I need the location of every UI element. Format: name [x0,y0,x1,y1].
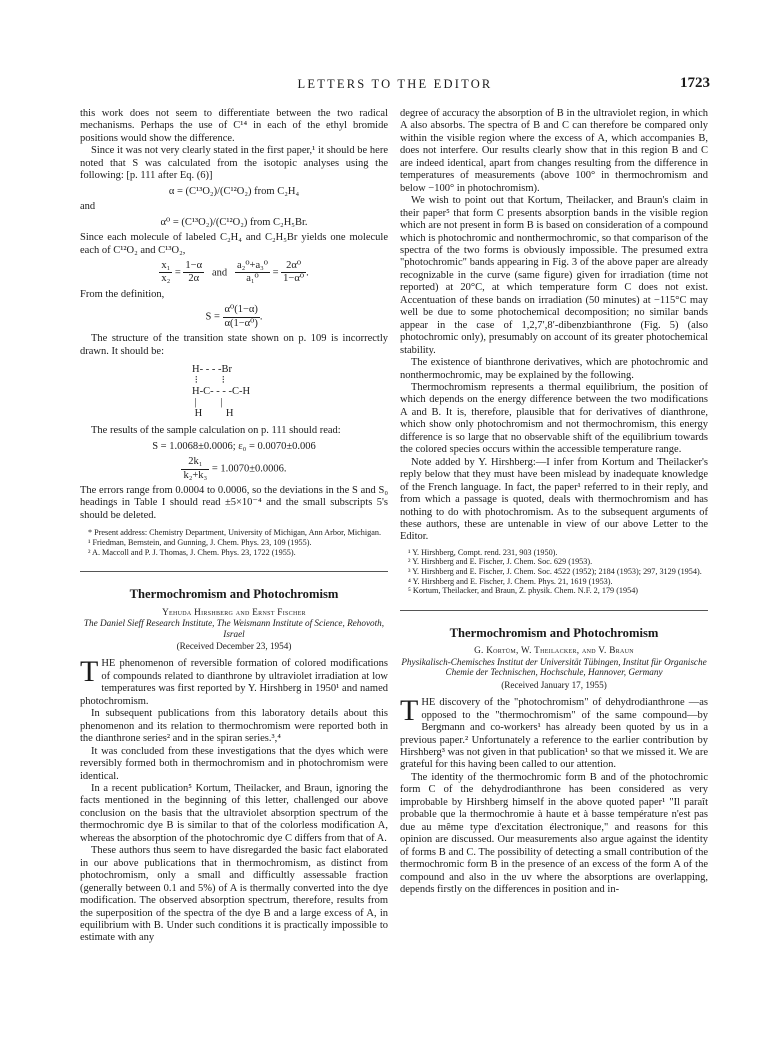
paragraph: Since it was not very clearly stated in the first paper,¹ it should be here noted that S was calculated from the isotopic analyses using the following: [p. 111 after Eq. (6)] [80,145,388,182]
equation-alpha0: α⁰ = (C¹³O₂)/(C¹²O₂) from C₂H₅Br. [160,216,308,228]
paragraph: In a recent publication⁵ Kortum, Theilacker, and Braun, ignoring the facts mentioned in the beginning of this letter, challenged our above conclusion on the basis that the ultraviolet absorption spectrum of the thermochromic dye B is similar to that of the colorless modification A, whereas the absorption of the photochromic dye C differs from that of A. [80,783,388,844]
running-header [80,77,710,93]
footnote: ² Y. Hirshberg and E. Fischer, J. Chem. Soc. 629 (1953). [408,557,593,567]
paragraph: In subsequent publications from this laboratory details about this phenomenon and its relation to thermochromism were reported both in the dianthrone series² and in the spiran series.³,⁴ [80,708,388,745]
equation-k: $\frac{\text{2k₁}}{\text{k₂+k₃}}$ = 1.0070±0.0006. [183,456,287,481]
paragraph: THE phenomenon of reversible formation of colored modifications of compounds related to dianthrone by ultraviolet irradiation at low temperatures was first reported by Y. Hirshberg in 1950¹ and named photochromism. [80,655,388,707]
from-definition: From the definition, [80,288,165,300]
paragraph: These authors thus seem to have disregarded the basic fact elaborated in our above publications that in thermochromism, as distinct from photochromism, only a small and difficultly assessable fraction (generally between 0.1 and 5%) of A is thermally converted into the dye modification. The observed absorption spectrum, therefore, results from the superposition of the spectra of the dye B and a large excess of A, in equilibrium with B. Under such conditions it is practically impossible to estimate with any [80,845,388,944]
received-date: (Received December 23, 1954) [176,641,292,652]
equation-s: S = $\frac{\text{α⁰(1−α)}}{\text{α(1−α⁰)}}$ . [205,304,263,329]
footnote: ² A. Maccoll and P. J. Thomas, J. Chem. Phys. 23, 1722 (1955). [88,547,296,557]
paragraph: We wish to point out that Kortum, Theilacker, and Braun's claim in their paper⁵ that form C presents absorption bands in the visible region which are not present in form B is based on consideration of a compound which is photochromic and nonthermochromic, so that comparison of the spectra of the two forms is obviously impossible. The presumed extra "photochromic" bands appearing in Fig. 3 of the above paper are already recognizable in the curve (same figure) given for irradiation (time not reported) at 20°C, at which temperature form C does not exist. Accentuation of these bands on irradiation (50 minutes) at −115°C may well be due to some photochemical decomposition; no similar bands appear in the case of 1,2,7′,8′-dibenzbianthrone (Fig. 5) (also photochromic only), presumably on account of its greater photochemical stability. [400,195,708,356]
article-title: Thermochromism and Photochromism [129,587,339,602]
paragraph: THE discovery of the "photochromism" of dehydrodianthrone —as opposed to the "thermochromism" of the same compound—by Bergmann and co-workers¹ has already been quoted by us in a previous paper.² Unfortunately a reference to the earlier contribution by Hirshberg³ was not given in that publication¹ so that we missed it. We are grateful for this having been called to our attention. [400,694,708,771]
paragraph: The structure of the transition state shown on p. 109 is incorrectly drawn. It should be: [80,333,388,357]
equation-results: S = 1.0068±0.0006; ε₀ = 0.0070±0.006 [152,440,316,452]
paragraph: degree of accuracy the absorption of B in the ultraviolet region, in which A also absorbs. The spectra of B and C can therefore be compared only within the visible region where the excess of A, which accompanies B, does not interfere. Our results clearly show that in this region B and C are indeed identical, apart from changes resulting from the difference in temperatures of measurements (above 100° in thermochromism and below −100° in photochromism). [400,108,708,194]
article-affiliation: The Daniel Sieff Research Institute, The Weismann Institute of Science, Rehovoth, Israel [83,618,385,639]
drop-cap: T [400,694,419,728]
article-title: Thermochromism and Photochromism [449,625,659,640]
footnote: ¹ Friedman, Bernstein, and Gunning, J. Chem. Phys. 23, 109 (1955). [88,537,312,547]
drop-cap: T [80,655,99,689]
paragraph: The identity of the thermochromic form B and of the photochromic form C of the dehydrodianthrone has been considered as very improbable by Hirshberg himself in the above quoted paper¹ "Il paraît probable que la thermochromie à haute et à basse température n'est pas due au même type d'excitation électronique," and reasons for this opinion are discussed. Our measurements also argue against the identity of forms B and C. The possibility of detecting a small contribution of the thermochromic form B in the presence of an excess of the form A of the compound and also in the uv where the absorptions are overlapping, depends firstly on the differences in position and in- [400,771,708,895]
article-authors: Yehuda Hirshberg and Ernst Fischer [162,606,306,617]
footnote: ³ Y. Hirshberg and E. Fischer, J. Chem. Soc. 4522 (1952); 2184 (1953); 297, 3129 (1954). [408,567,702,577]
paragraph: Since each molecule of labeled C₂H₄ and C₂H₅Br yields one molecule each of C¹²O₂ and C¹³O₂, [80,232,388,256]
right-column [400,108,708,896]
page-number: 1723 [680,75,710,91]
article-affiliation: Physikalisch-Chemisches Institut der Universität Tübingen, Institut für Organische Chemie der Technischen, Hochschule, Hannover, Germany [401,656,707,678]
footnote: ⁴ Y. Hirshberg and E. Fischer, J. Chem. Phys. 21, 1619 (1953). [408,576,613,586]
left-column [80,108,388,945]
paragraph: The results of the sample calculation on p. 111 should read: [91,425,341,437]
equation-alpha: α = (C¹³O₂)/(C¹²O₂) from C₂H₄ [168,185,300,197]
divider [80,571,388,572]
footnote: ⁵ Kortum, Theilacker, and Braun, Z. physik. Chem. N.F. 2, 179 (1954) [408,586,639,596]
equation-ratio: $\frac{\text{x₁}}{\text{x₂}}$ = $\frac{1-\alpha}{2\alpha}$ and $\frac{\text{a₂⁰+a₃⁰}}{\text{a₁⁰}}$ = $\frac{\text{2α⁰}}{\text{1−α⁰}}$ . [161,259,309,285]
paragraph: The existence of bianthrone derivatives, which are photochromic and nonthermochromic, may be explained by the following. [400,357,708,381]
paragraph: this work does not seem to differentiate between the two radical mechanisms. Perhaps the use of C¹⁴ in each of the ethyl bromide positions would show the difference. [80,108,388,144]
article-authors: G. Kortüm, W. Theilacker, and V. Braun [474,645,634,656]
and-text: and [80,201,96,213]
paragraph: It was concluded from these investigations that the dyes which were reversibly formed both in thermochromism and in photochromism were identical. [80,745,388,782]
divider [400,610,708,611]
footnote: * Present address: Chemistry Department, University of Michigan, Ann Arbor, Michigan. [88,528,382,538]
transition-state-structure: H- - - -Br ⁝ ⁝ H-C- - - -C-H | | H H [192,364,251,420]
paragraph: Thermochromism represents a thermal equilibrium, the position of which depends on the energy difference between the two modifications A and B. It is, therefore, plausible that for derivatives of dianthrone, which show only photochromism and not thermochromism, this energy difference is so large that no observable shift of the equilibrium towards the colored species occurs within the accessible temperature range. [400,381,708,456]
received-date: (Received January 17, 1955) [501,679,607,690]
footnote: ¹ Y. Hirshberg, Compt. rend. 231, 903 (1950). [408,547,558,557]
paragraph: The errors range from 0.0004 to 0.0006, so the deviations in the S and S₀ headings in Table I should read ±5×10⁻⁴ and the small subscripts 5's should be deleted. [80,484,388,521]
running-title: LETTERS TO THE EDITOR [297,77,493,91]
paragraph: Note added by Y. Hirshberg:—I infer from Kortum and Theilacker's reply below that they must have been mislead by inadequate knowledge of the French language. In fact, the paper¹ referred to in their reply, and from which a passage is quoted, deals with thermochromism and has nothing to do with photochromism. As to the subsequent arguments of these authors, these are untenable in view of our above Letter to the Editor. [400,456,708,543]
